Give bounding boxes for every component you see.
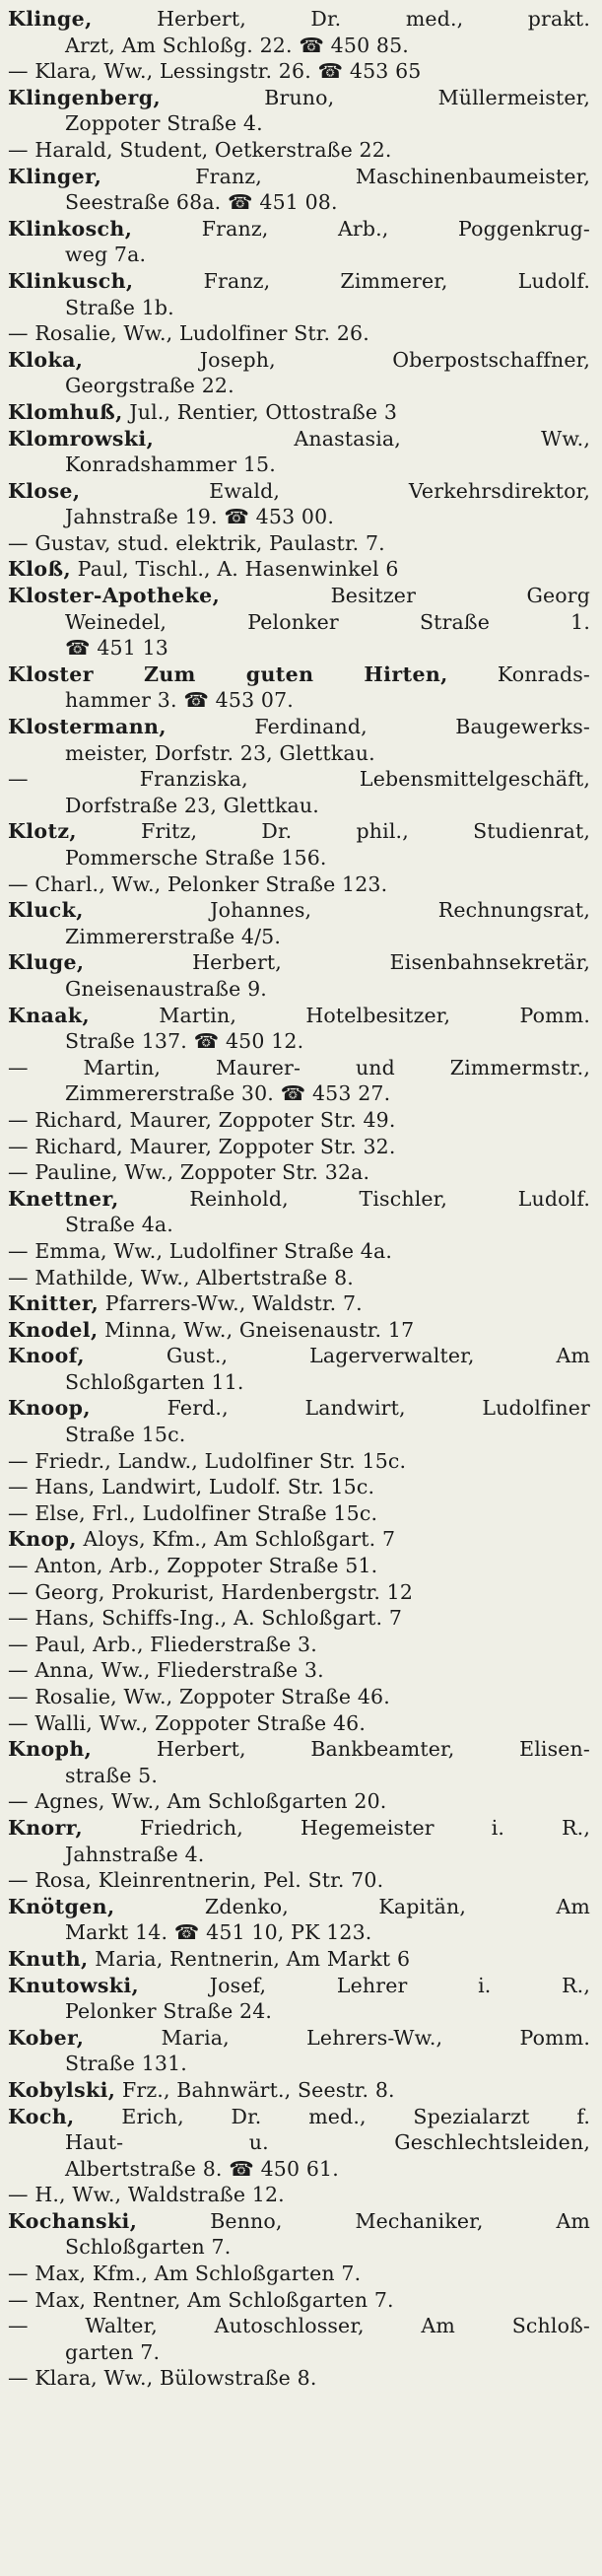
surname: Klomhuß, bbox=[8, 399, 123, 424]
entry-continuation-line: Pommersche Straße 156. bbox=[65, 846, 327, 870]
entry-continuation-line: Zimmererstraße 30. ☎ 453 27. bbox=[65, 1081, 391, 1106]
entry-continuation-line: Schloßgarten 7. bbox=[65, 2235, 232, 2260]
directory-entry bbox=[8, 871, 590, 898]
directory-entry bbox=[8, 766, 590, 818]
surname: Knoph, bbox=[8, 1737, 93, 1762]
entry-line: Klinger, Franz, Maschinenbaumeister, bbox=[8, 164, 590, 188]
entry-line: Kloka, Joseph, Oberpostschaffner, bbox=[8, 347, 590, 372]
surname: Klinkusch, bbox=[8, 268, 134, 293]
entry-continuation-line: Seestraße 68a. ☎ 451 08. bbox=[65, 190, 338, 215]
surname: Kochanski, bbox=[8, 2208, 138, 2233]
entry-continuation-line: Zimmererstraße 4/5. bbox=[65, 924, 282, 948]
surname: Klinger, bbox=[8, 164, 102, 188]
directory-entry bbox=[8, 1632, 590, 1658]
surname: Knuth, bbox=[8, 1946, 89, 1971]
directory-entry bbox=[8, 1003, 590, 1055]
surname: Knitter, bbox=[8, 1291, 100, 1316]
directory-entry bbox=[8, 2208, 590, 2261]
entry-line: Klomrowski, Anastasia, Ww., bbox=[8, 426, 590, 451]
directory-entry bbox=[8, 2365, 590, 2392]
directory-entry bbox=[8, 216, 590, 268]
entry-line: Kobylski, Frz., Bahnwärt., Seestr. 8. bbox=[8, 2077, 395, 2102]
directory-entry bbox=[8, 1395, 590, 1447]
directory-entry bbox=[8, 1657, 590, 1684]
surname: Klotz, bbox=[8, 819, 77, 844]
entry-line: Knettner, Reinhold, Tischler, Ludolf. bbox=[8, 1186, 590, 1211]
directory-entry bbox=[8, 897, 590, 949]
entry-line: Knoop, Ferd., Landwirt, Ludolfiner bbox=[8, 1396, 590, 1421]
directory-entry bbox=[8, 347, 590, 399]
entry-line: Knoof, Gust., Lagerverwalter, Am bbox=[8, 1344, 590, 1368]
entry-line: Klose, Ewald, Verkehrsdirektor, bbox=[8, 478, 590, 503]
entry-continuation-line: Georgstraße 22. bbox=[65, 374, 234, 398]
entry-line: Klinkosch, Franz, Arb., Poggenkrug- bbox=[8, 216, 590, 241]
entry-continuation-line: Markt 14. ☎ 451 10, PK 123. bbox=[65, 1920, 372, 1945]
entry-line: — Paul, Arb., Fliederstraße 3. bbox=[8, 1632, 317, 1656]
entry-line: — Walter, Autoschlosser, Am Schloß- bbox=[8, 2314, 590, 2338]
entry-continuation-line: straße 5. bbox=[65, 1763, 159, 1787]
directory-entry bbox=[8, 1107, 590, 1134]
surname: Koch, bbox=[8, 2104, 75, 2128]
entry-line: Knoph, Herbert, Bankbeamter, Elisen- bbox=[8, 1737, 590, 1762]
entry-line: — Charl., Ww., Pelonker Straße 123. bbox=[8, 871, 388, 896]
directory-entry bbox=[8, 1788, 590, 1815]
entry-continuation-line: Straße 131. bbox=[65, 2052, 187, 2076]
directory-entry bbox=[8, 137, 590, 164]
surname: Knorr, bbox=[8, 1815, 84, 1840]
entry-line: Knaak, Martin, Hotelbesitzer, Pomm. bbox=[8, 1003, 590, 1027]
directory-entry bbox=[8, 2104, 590, 2183]
directory-entry bbox=[8, 2025, 590, 2077]
entry-line: Koch, Erich, Dr. med., Spezialarzt f. bbox=[8, 2104, 590, 2128]
entry-continuation-line: ☎ 451 13 bbox=[65, 636, 168, 661]
surname: Klinkosch, bbox=[8, 216, 133, 241]
directory-entry bbox=[8, 1867, 590, 1894]
directory-entry bbox=[8, 1317, 590, 1344]
entry-line: — Richard, Maurer, Zoppoter Str. 32. bbox=[8, 1134, 396, 1158]
entry-continuation-line: Haut- u. Geschlechtsleiden, bbox=[65, 2130, 590, 2155]
entry-line: — Klara, Ww., Lessingstr. 26. ☎ 453 65 bbox=[8, 59, 422, 84]
surname: Klostermann, bbox=[8, 715, 167, 739]
surname: Kober, bbox=[8, 2025, 85, 2050]
directory-entry bbox=[8, 1055, 590, 1107]
entry-line: — Else, Frl., Ludolfiner Straße 15c. bbox=[8, 1500, 378, 1525]
directory-entry bbox=[8, 714, 590, 766]
entry-continuation-line: Pelonker Straße 24. bbox=[65, 1999, 273, 2024]
directory-entry bbox=[8, 2313, 590, 2365]
entry-continuation-line: Weinedel, Pelonker Straße 1. bbox=[65, 609, 590, 634]
directory-entry bbox=[8, 1710, 590, 1737]
directory-entry bbox=[8, 556, 590, 583]
entry-line: Kober, Maria, Lehrers-Ww., Pomm. bbox=[8, 2025, 590, 2050]
entry-line: — Pauline, Ww., Zoppoter Str. 32a. bbox=[8, 1160, 370, 1185]
entry-line: Klotz, Fritz, Dr. phil., Studienrat, bbox=[8, 819, 590, 844]
entry-line: Klingenberg, Bruno, Müllermeister, bbox=[8, 85, 590, 109]
entry-line: Knuth, Maria, Rentnerin, Am Markt 6 bbox=[8, 1946, 411, 1971]
surname: Klose, bbox=[8, 478, 81, 503]
entry-line: — Anna, Ww., Fliederstraße 3. bbox=[8, 1658, 324, 1683]
surname: Knaak, bbox=[8, 1003, 91, 1027]
surname: Kobylski, bbox=[8, 2077, 116, 2102]
entry-line: — Mathilde, Ww., Albertstraße 8. bbox=[8, 1265, 354, 1289]
surname: Knoop, bbox=[8, 1396, 91, 1421]
surname: Knodel, bbox=[8, 1317, 99, 1342]
entry-line: — Richard, Maurer, Zoppoter Str. 49. bbox=[8, 1107, 396, 1132]
entry-continuation-line: Jahnstraße 19. ☎ 453 00. bbox=[65, 505, 334, 529]
directory-entry bbox=[8, 661, 590, 714]
directory-entry bbox=[8, 1265, 590, 1291]
directory-entry bbox=[8, 1500, 590, 1527]
entry-line: Kloß, Paul, Tischl., A. Hasenwinkel 6 bbox=[8, 557, 399, 582]
directory-entry bbox=[8, 164, 590, 216]
entry-continuation-line: Gneisenaustraße 9. bbox=[65, 976, 267, 1001]
entry-line: — Gustav, stud. elektrik, Paulastr. 7. bbox=[8, 530, 385, 555]
entry-continuation-line: Straße 4a. bbox=[65, 1213, 173, 1237]
directory-entry bbox=[8, 1474, 590, 1500]
entry-line: Kluge, Herbert, Eisenbahnsekretär, bbox=[8, 950, 590, 975]
entry-line: — Klara, Ww., Bülowstraße 8. bbox=[8, 2366, 317, 2391]
directory-entry bbox=[8, 399, 590, 426]
directory-entry bbox=[8, 1946, 590, 1973]
entry-line: — Anton, Arb., Zoppoter Straße 51. bbox=[8, 1554, 378, 1578]
entry-continuation-line: Straße 137. ☎ 450 12. bbox=[65, 1029, 304, 1054]
directory-entry bbox=[8, 530, 590, 557]
entry-line: Knop, Aloys, Kfm., Am Schloßgart. 7 bbox=[8, 1527, 396, 1552]
directory-entry bbox=[8, 478, 590, 530]
directory-entry bbox=[8, 1736, 590, 1788]
entry-continuation-line: Dorfstraße 23, Glettkau. bbox=[65, 793, 319, 817]
entry-line: Knutowski, Josef, Lehrer i. R., bbox=[8, 1973, 590, 1997]
entry-continuation-line: Albertstraße 8. ☎ 450 61. bbox=[65, 2156, 339, 2181]
surname: Kloka, bbox=[8, 347, 84, 372]
directory-entry bbox=[8, 58, 590, 85]
surname: Kloß, bbox=[8, 557, 71, 582]
directory-entry bbox=[8, 1684, 590, 1710]
directory-entry bbox=[8, 1605, 590, 1632]
entry-line: Klostermann, Ferdinand, Baugewerks- bbox=[8, 715, 590, 739]
directory-entry bbox=[8, 6, 590, 58]
entry-line: — Hans, Landwirt, Ludolf. Str. 15c. bbox=[8, 1475, 375, 1499]
directory-entry bbox=[8, 1134, 590, 1160]
directory-entry bbox=[8, 2077, 590, 2104]
entry-continuation-line: Konradshammer 15. bbox=[65, 453, 276, 477]
entry-continuation-line: Straße 1b. bbox=[65, 295, 174, 319]
entry-continuation-line: Arzt, Am Schloßg. 22. ☎ 450 85. bbox=[65, 33, 409, 57]
entry-line: Kloster Zum guten Hirten, Konrads- bbox=[8, 661, 590, 686]
entry-line: Knorr, Friedrich, Hegemeister i. R., bbox=[8, 1815, 590, 1840]
surname: Knutowski, bbox=[8, 1973, 140, 1997]
surname: Klinge, bbox=[8, 7, 93, 31]
directory-entry bbox=[8, 1579, 590, 1606]
entry-line: Klinkusch, Franz, Zimmerer, Ludolf. bbox=[8, 268, 590, 293]
entry-line: — Harald, Student, Oetkerstraße 22. bbox=[8, 137, 392, 162]
entry-line: — Georg, Prokurist, Hardenbergstr. 12 bbox=[8, 1579, 414, 1604]
directory-entry bbox=[8, 949, 590, 1002]
entry-line: — H., Ww., Waldstraße 12. bbox=[8, 2183, 285, 2207]
directory-entry bbox=[8, 1159, 590, 1186]
surname: Kloster-Apotheke, bbox=[8, 584, 221, 608]
entry-line: Knötgen, Zdenko, Kapitän, Am bbox=[8, 1894, 590, 1918]
directory-entry bbox=[8, 268, 590, 320]
entry-continuation-line: Straße 15c. bbox=[65, 1423, 186, 1447]
directory-entry bbox=[8, 1343, 590, 1395]
surname: Knötgen, bbox=[8, 1894, 115, 1918]
entry-line: — Walli, Ww., Zoppoter Straße 46. bbox=[8, 1710, 367, 1735]
directory-entry bbox=[8, 1553, 590, 1579]
entry-line: Kluck, Johannes, Rechnungsrat, bbox=[8, 898, 590, 923]
entry-continuation-line: meister, Dorfstr. 23, Glettkau. bbox=[65, 740, 375, 765]
surname: Knop, bbox=[8, 1527, 77, 1552]
entry-line: — Rosalie, Ww., Ludolfiner Str. 26. bbox=[8, 321, 369, 346]
entry-continuation-line: Schloßgarten 11. bbox=[65, 1369, 244, 1394]
surname: Knoof, bbox=[8, 1344, 85, 1368]
directory-entry bbox=[8, 1448, 590, 1475]
directory-entry bbox=[8, 1238, 590, 1265]
entry-line: — Rosa, Kleinrentnerin, Pel. Str. 70. bbox=[8, 1868, 384, 1893]
directory-entry bbox=[8, 426, 590, 478]
directory-entry bbox=[8, 1186, 590, 1238]
surname: Kluge, bbox=[8, 950, 85, 975]
surname: Kluck, bbox=[8, 898, 84, 923]
directory-entry bbox=[8, 2287, 590, 2314]
entry-line: — Max, Kfm., Am Schloßgarten 7. bbox=[8, 2262, 362, 2286]
entry-line: Klomhuß, Jul., Rentier, Ottostraße 3 bbox=[8, 399, 398, 424]
directory-entry bbox=[8, 1894, 590, 1946]
entry-line: — Martin, Maurer- und Zimmermstr., bbox=[8, 1055, 590, 1079]
entry-line: Klinge, Herbert, Dr. med., prakt. bbox=[8, 7, 590, 31]
entry-line: — Franziska, Lebensmittelgeschäft, bbox=[8, 767, 590, 792]
directory-entry bbox=[8, 583, 590, 661]
directory-entry bbox=[8, 1526, 590, 1553]
entry-continuation-line: Zoppoter Straße 4. bbox=[65, 111, 263, 136]
entry-continuation-line: Jahnstraße 4. bbox=[65, 1842, 205, 1866]
directory-entry bbox=[8, 320, 590, 347]
directory-entry bbox=[8, 818, 590, 870]
entry-line: Knitter, Pfarrers-Ww., Waldstr. 7. bbox=[8, 1291, 363, 1316]
entry-line: — Emma, Ww., Ludolfiner Straße 4a. bbox=[8, 1238, 393, 1263]
surname: Kloster Zum guten Hirten, bbox=[8, 661, 448, 686]
entry-line: — Max, Rentner, Am Schloßgarten 7. bbox=[8, 2287, 394, 2312]
directory-entry bbox=[8, 1815, 590, 1867]
entry-continuation-line: hammer 3. ☎ 453 07. bbox=[65, 688, 294, 713]
entry-line: Knodel, Minna, Ww., Gneisenaustr. 17 bbox=[8, 1317, 415, 1342]
entry-line: — Friedr., Landw., Ludolfiner Str. 15c. bbox=[8, 1448, 407, 1473]
entry-line: — Rosalie, Ww., Zoppoter Straße 46. bbox=[8, 1685, 390, 1708]
entry-line: Kochanski, Benno, Mechaniker, Am bbox=[8, 2208, 590, 2233]
surname: Klingenberg, bbox=[8, 85, 162, 109]
entry-line: — Hans, Schiffs-Ing., A. Schloßgart. 7 bbox=[8, 1606, 403, 1631]
directory-entry bbox=[8, 2182, 590, 2208]
entry-line: Kloster-Apotheke, Besitzer Georg bbox=[8, 584, 590, 608]
directory-entry bbox=[8, 2261, 590, 2287]
surname: Knettner, bbox=[8, 1186, 119, 1211]
entry-continuation-line: weg 7a. bbox=[65, 243, 147, 267]
entry-continuation-line: garten 7. bbox=[65, 2339, 161, 2364]
surname: Klomrowski, bbox=[8, 426, 155, 451]
directory-entry bbox=[8, 1973, 590, 2025]
entry-line: — Agnes, Ww., Am Schloßgarten 20. bbox=[8, 1789, 387, 1814]
directory-entry bbox=[8, 85, 590, 137]
directory-entry bbox=[8, 1290, 590, 1317]
